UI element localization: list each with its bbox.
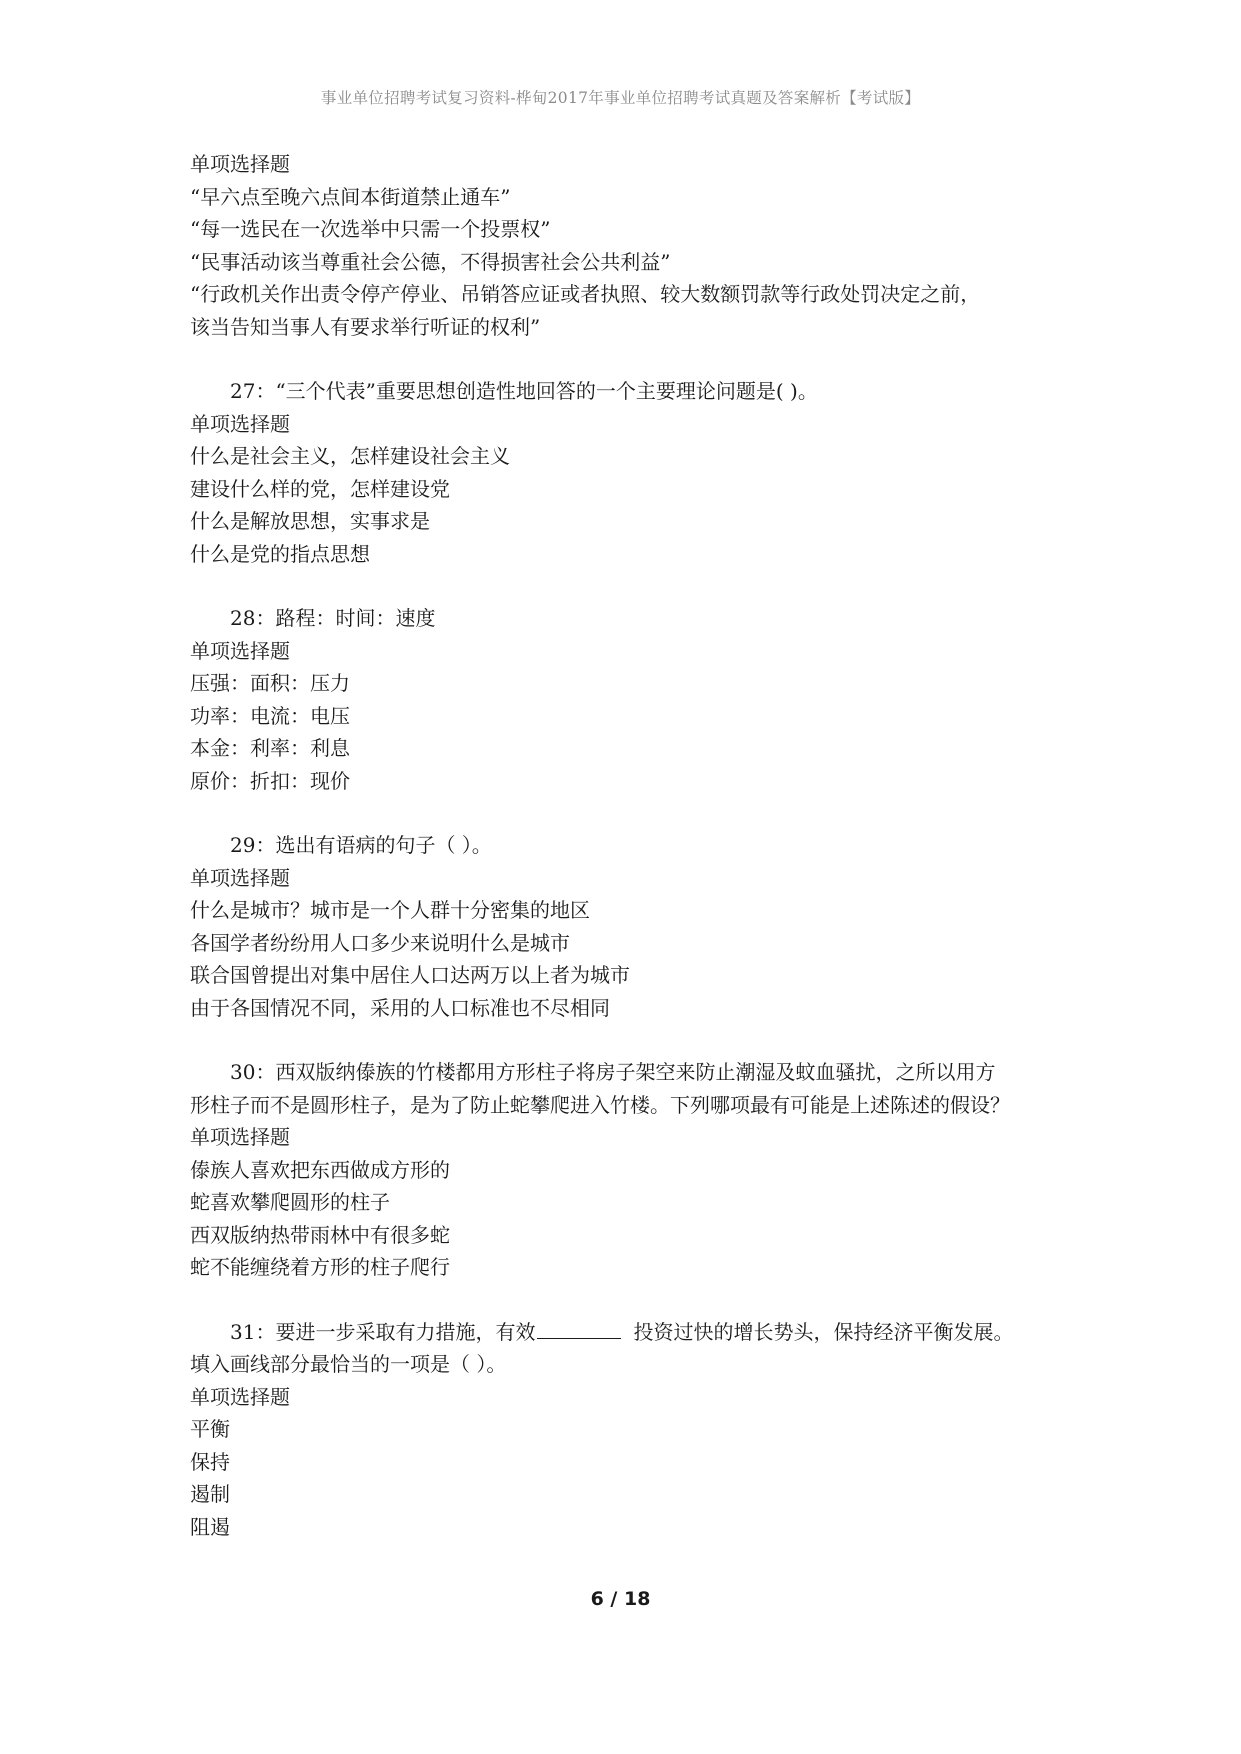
option: 各国学者纷纷用人口多少来说明什么是城市 — [190, 930, 570, 955]
option: 该当告知当事人有要求举行听证的权利” — [190, 314, 541, 339]
option: 建设什么样的党，怎样建设党 — [190, 476, 450, 501]
page-number: 6 / 18 — [590, 1588, 651, 1610]
question-stem-part2: 投资过快的增长势头，保持经济平衡发展。 — [633, 1319, 1014, 1344]
option: 什么是解放思想，实事求是 — [190, 509, 430, 533]
page-content — [190, 148, 1070, 1543]
option: “民事活动该当尊重社会公德，不得损害社会公共利益” — [190, 249, 671, 274]
fill-blank-line — [537, 1320, 621, 1339]
option: 傣族人喜欢把东西做成方形的 — [190, 1157, 450, 1182]
option: 原价：折扣：现价 — [190, 768, 350, 793]
option: 什么是城市？城市是一个人群十分密集的地区 — [190, 898, 590, 922]
option: 遏制 — [190, 1482, 230, 1506]
option: 蛇不能缠绕着方形的柱子爬行 — [190, 1255, 450, 1279]
option: 由于各国情况不同，采用的人口标准也不尽相同 — [190, 995, 610, 1020]
question-stem — [190, 1316, 1070, 1349]
option: 西双版纳热带雨林中有很多蛇 — [190, 1222, 450, 1247]
question-stem-continued: 填入画线部分最恰当的一项是（ ）。 — [190, 1352, 507, 1376]
question-stem-part1: 31：要进一步采取有力措施，有效 — [230, 1319, 536, 1344]
question-26 — [190, 148, 1070, 343]
question-type: 单项选择题 — [190, 638, 290, 663]
question-27 — [190, 375, 1070, 570]
question-stem-continued: 形柱子而不是圆形柱子，是为了防止蛇攀爬进入竹楼。下列哪项最有可能是上述陈述的假设？ — [190, 1092, 1010, 1117]
question-stem: 30：西双版纳傣族的竹楼都用方形柱子将房子架空来防止潮湿及蚊血骚扰，之所以用方 — [230, 1060, 996, 1084]
question-type: 单项选择题 — [190, 865, 290, 890]
option: 阻遏 — [190, 1514, 230, 1539]
option: “早六点至晚六点间本街道禁止通车” — [190, 184, 511, 209]
question-type: 单项选择题 — [190, 1125, 290, 1149]
question-29 — [190, 829, 1070, 1024]
option: 功率：电流：电压 — [190, 703, 350, 728]
option: 蛇喜欢攀爬圆形的柱子 — [190, 1190, 390, 1214]
option: 本金：利率：利息 — [190, 736, 350, 760]
option: “行政机关作出责令停产停业、吊销答应证或者执照、较大数额罚款等行政处罚决定之前， — [190, 282, 981, 306]
question-stem: 29：选出有语病的句子（ ）。 — [230, 833, 492, 857]
question-type: 单项选择题 — [190, 411, 290, 436]
page-header: 事业单位招聘考试复习资料-桦甸2017年事业单位招聘考试真题及答案解析【考试版】 — [320, 89, 921, 107]
question-type: 单项选择题 — [190, 1384, 290, 1409]
option: 联合国曾提出对集中居住人口达两万以上者为城市 — [190, 963, 630, 987]
question-28 — [190, 602, 1070, 797]
option: 平衡 — [190, 1417, 230, 1441]
question-stem: 28：路程：时间：速度 — [230, 606, 436, 630]
question-30 — [190, 1056, 1070, 1284]
option: 什么是社会主义，怎样建设社会主义 — [190, 444, 510, 468]
option: “每一选民在一次选举中只需一个投票权” — [190, 217, 551, 241]
option: 保持 — [190, 1449, 230, 1474]
option: 压强：面积：压力 — [190, 671, 350, 695]
option: 什么是党的指点思想 — [190, 541, 370, 566]
question-31 — [190, 1316, 1070, 1544]
question-type: 单项选择题 — [190, 152, 290, 176]
question-stem: 27：“三个代表”重要思想创造性地回答的一个主要理论问题是( )。 — [230, 379, 818, 403]
